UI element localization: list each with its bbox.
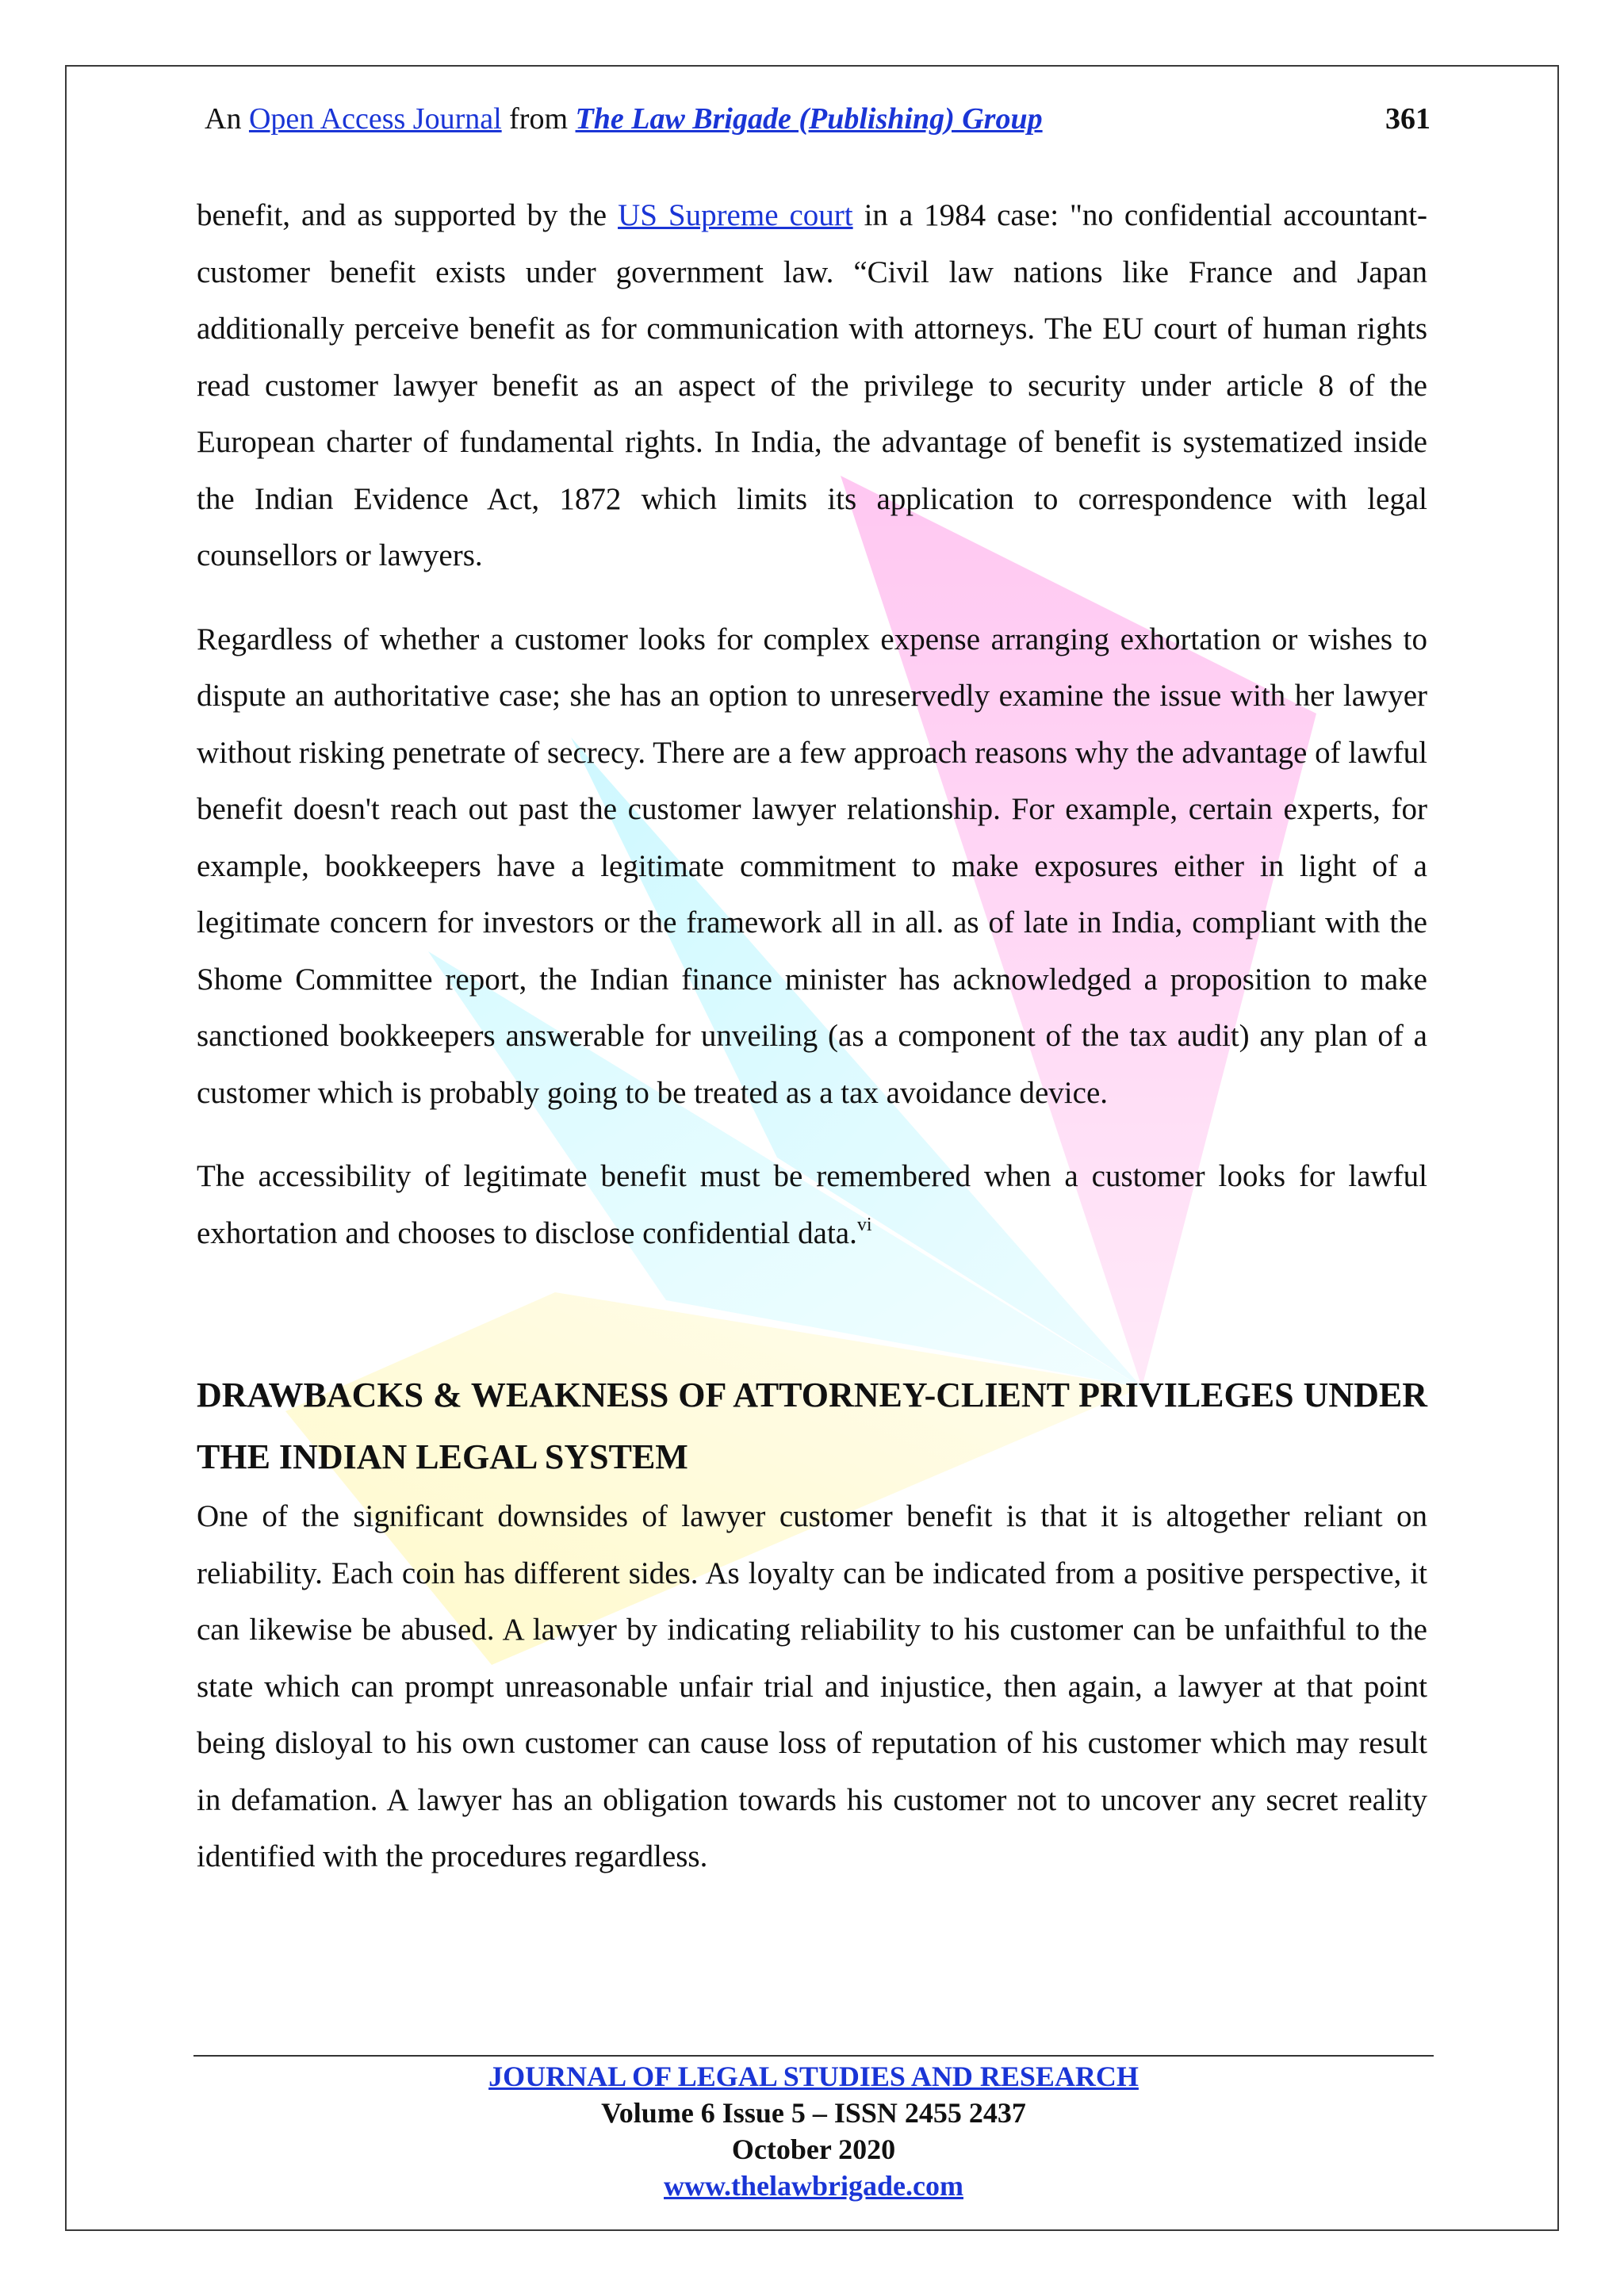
article-body [197,187,1427,1885]
website-link[interactable]: www.thelawbrigade.com [664,2170,963,2202]
publisher-link[interactable]: The Law Brigade (Publishing) Group [575,102,1043,136]
paragraph-1-start: benefit, and as supported by the [197,198,607,232]
page-number: 361 [1385,102,1431,136]
paragraph-2: Regardless of whether a customer looks for complex expense arranging exhortation or wishes to dispute an authoritative case; she has an option to unreservedly examine the issue with her lawyer without risking penetrate of secrecy. There are a few approach reasons why the advantage of lawful benefit doesn't reach out past the customer lawyer relationship. For example, certain experts, for example, bookkeepers have a legitimate commitment to make exposures either in light of a legitimate concern for investors or the framework all in all. as of late in India, compliant with the Shome Committee report, the Indian finance minister has acknowledged a proposition to make sanctioned bookkeepers answerable for unveiling (as a component of the tax audit) any plan of a customer which is probably going to be treated as a tax avoidance device. [197,622,1427,1110]
paragraph-3-text: The accessibility of legitimate benefit must be remembered when a customer looks for lawful exhortation and chooses to disclose confidential data. [197,1159,1427,1250]
footnote-marker[interactable]: vi [856,1214,872,1235]
section-heading: DRAWBACKS & WEAKNESS OF ATTORNEY-CLIENT PRIVILEGES UNDER THE INDIAN LEGAL SYSTEM [197,1376,1427,1476]
journal-name-link[interactable]: JOURNAL OF LEGAL STUDIES AND RESEARCH [488,2061,1139,2092]
paragraph-1-rest: in a 1984 case: "no confidential accountant-customer benefit exists under government law. “Civil law nations like France and Japan additionally perceive benefit as for communication with attorneys. The EU court of human rights read customer lawyer benefit as an aspect of the privilege to security under article 8 of the European charter of fundamental rights. In India, the advantage of benefit is systematized inside the Indian Evidence Act, 1872 which limits its application to correspondence with legal counsellors or lawyers. [197,198,1428,572]
paragraph-1 [197,187,1427,584]
paragraph-3 [197,1148,1427,1261]
paragraph-4: One of the significant downsides of lawyer customer benefit is that it is altogether reliant on reliability. Each coin has different sides. As loyalty can be indicated from a positive perspective, it can likewise be abused. A lawyer by indicating reliability to his customer can be unfaithful to the state which can prompt unreasonable unfair trial and injustice, then again, a lawyer at that point being disloyal to his own customer can cause loss of reputation of his customer which may result in defamation. A lawyer has an obligation towards his customer not to uncover any secret reality identified with the procedures regardless. [197,1499,1427,1873]
volume-issue: Volume 6 Issue 5 – ISSN 2455 2437 [601,2097,1026,2129]
header-prefix: An [205,102,242,136]
header-title [205,97,1043,141]
page-header [205,97,1431,141]
footer-divider [193,2055,1434,2057]
page-footer [193,2058,1434,2204]
us-supreme-court-link[interactable]: US Supreme court [618,198,853,232]
header-from: from [509,102,569,136]
issue-date: October 2020 [731,2133,896,2165]
open-access-journal-link[interactable]: Open Access Journal [248,102,502,136]
